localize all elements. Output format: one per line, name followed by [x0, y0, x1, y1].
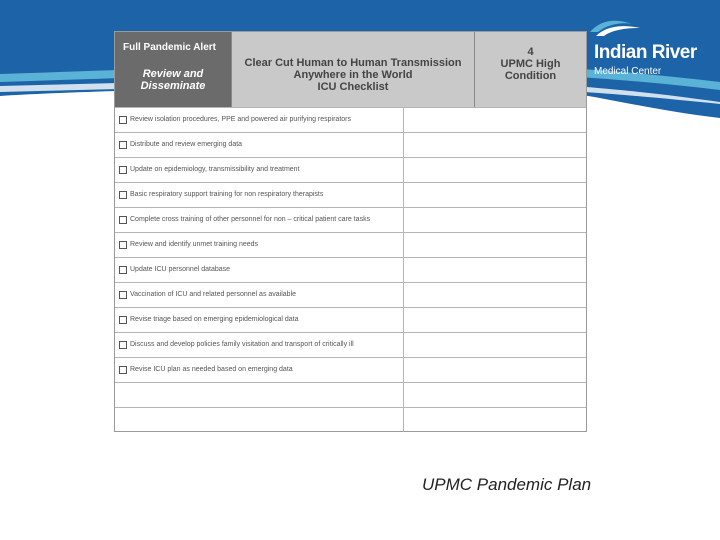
row-divider [403, 333, 404, 357]
condition-line3: Condition [504, 70, 557, 82]
row-divider [403, 383, 404, 407]
condition-level: 4 [527, 46, 534, 58]
checklist-row-empty [115, 407, 586, 432]
checklist-item-text: Vaccination of ICU and related personnel as available [130, 291, 297, 298]
alert-subtitle-line1: Review and [142, 68, 204, 80]
checklist-title-line3: ICU Checklist [317, 81, 389, 93]
logo-subtitle: Medical Center [594, 66, 662, 77]
condition-cell [474, 32, 586, 107]
checkbox[interactable] [119, 241, 127, 249]
checkbox[interactable] [119, 316, 127, 324]
checklist-title-cell [231, 32, 474, 107]
logo [588, 30, 720, 110]
checklist-row [115, 307, 586, 332]
checklist-row [115, 207, 586, 232]
condition-label [475, 46, 586, 82]
row-divider [403, 358, 404, 382]
row-divider [403, 208, 404, 232]
checklist-header [115, 32, 586, 107]
row-divider [403, 158, 404, 182]
checklist-item-text: Distribute and review emerging data [130, 141, 243, 148]
footer-caption: UPMC Pandemic Plan [422, 475, 592, 494]
row-divider [403, 283, 404, 307]
checklist-item-text: Update ICU personnel database [130, 266, 231, 273]
checkbox[interactable] [119, 366, 127, 374]
alert-header-cell [115, 32, 231, 107]
checklist-item-text: Basic respiratory support training for non respiratory therapists [130, 191, 324, 198]
checklist-row [115, 282, 586, 307]
checklist-row [115, 107, 586, 132]
checkbox[interactable] [119, 341, 127, 349]
icu-checklist [114, 31, 587, 432]
checkbox[interactable] [119, 191, 127, 199]
checklist-title [232, 57, 474, 93]
alert-subtitle-line2: Disseminate [140, 80, 206, 92]
row-divider [403, 133, 404, 157]
checklist-item-text: Review isolation procedures, PPE and powered air purifying respirators [130, 116, 351, 123]
alert-title: Full Pandemic Alert [123, 42, 216, 53]
row-divider [403, 183, 404, 207]
checklist-row [115, 157, 586, 182]
alert-subtitle [115, 68, 231, 92]
checklist-item-text: Update on epidemiology, transmissibility and treatment [130, 166, 300, 173]
row-divider [403, 408, 404, 432]
wave-logo-icon [588, 16, 648, 38]
checklist-row [115, 257, 586, 282]
row-divider [403, 233, 404, 257]
checkbox[interactable] [119, 141, 127, 149]
logo-name: Indian River [594, 42, 697, 63]
checkbox[interactable] [119, 266, 127, 274]
checklist-row [115, 232, 586, 257]
checklist-item-text: Review and identify unmet training needs [130, 241, 259, 248]
checklist-title-line2: Anywhere in the World [293, 69, 413, 81]
checklist-row [115, 332, 586, 357]
checklist-row-empty [115, 382, 586, 407]
checkbox[interactable] [119, 166, 127, 174]
checkbox[interactable] [119, 216, 127, 224]
checklist-item-text: Discuss and develop policies family visitation and transport of critically ill [130, 341, 354, 348]
checklist-item-text: Complete cross training of other personnel for non – critical patient care tasks [130, 216, 371, 223]
checklist-row [115, 132, 586, 157]
checklist-row [115, 182, 586, 207]
condition-line2: UPMC High [500, 58, 561, 70]
checkbox[interactable] [119, 116, 127, 124]
checkbox[interactable] [119, 291, 127, 299]
row-divider [403, 258, 404, 282]
checklist-row [115, 357, 586, 382]
row-divider [403, 108, 404, 132]
checklist-rows [115, 107, 586, 432]
checklist-item-text: Revise ICU plan as needed based on emerging data [130, 366, 293, 373]
checklist-title-line1: Clear Cut Human to Human Transmission [244, 57, 462, 69]
row-divider [403, 308, 404, 332]
checklist-item-text: Revise triage based on emerging epidemiological data [130, 316, 299, 323]
